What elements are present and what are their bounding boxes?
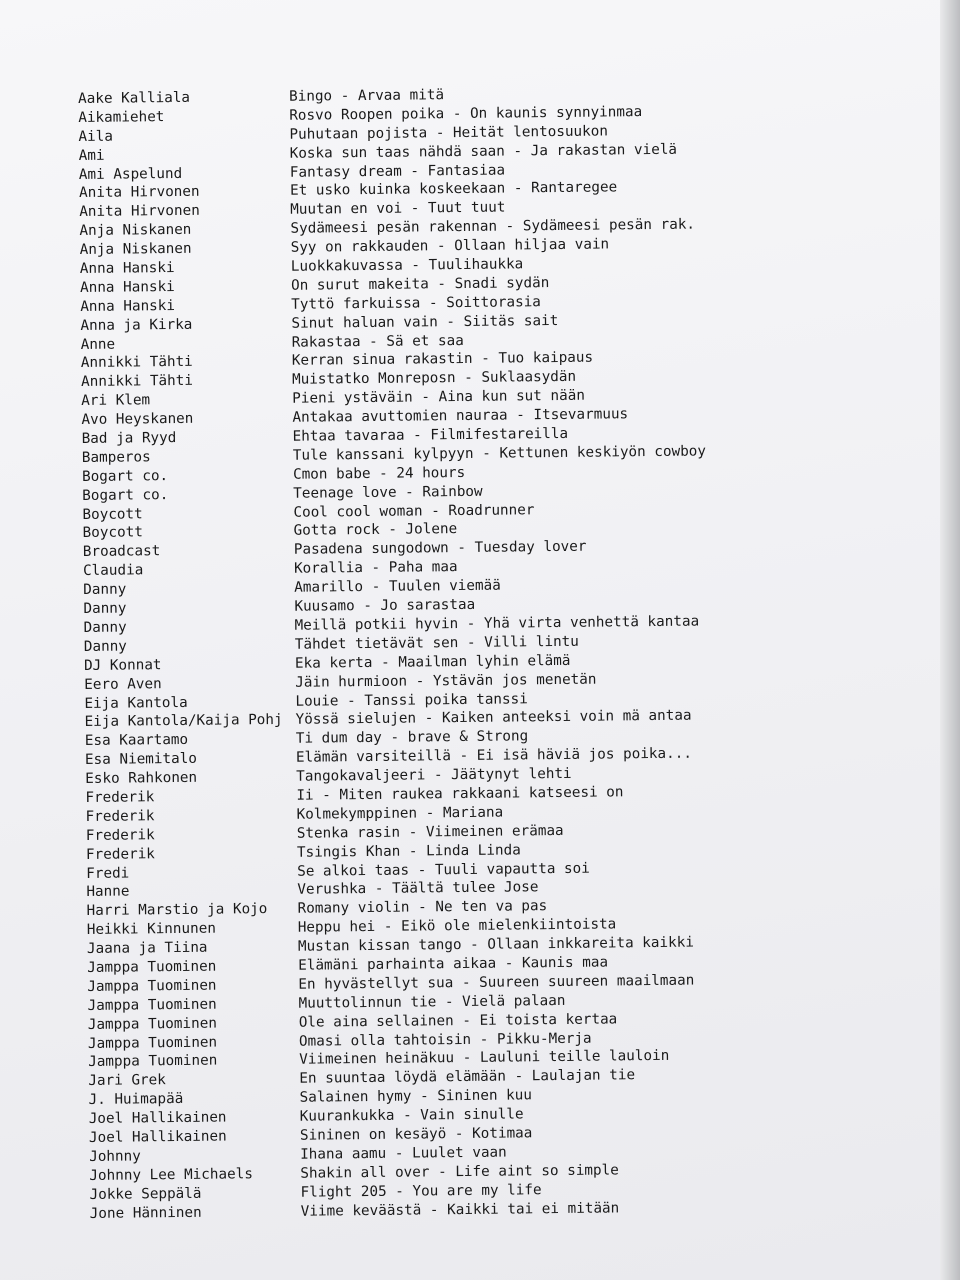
artist-name: Eija Kantola (84, 694, 188, 712)
song-titles: Ehtaa tavaraa - Filmifestareilla (292, 425, 569, 445)
song-titles: Louie - Tanssi poika tanssi (295, 690, 528, 710)
artist-name: Bogart co. (81, 467, 169, 485)
artist-name: Anja Niskanen (79, 222, 192, 240)
song-titles: Korallia - Paha maa (293, 559, 458, 578)
song-titles: Jäin hurmioon - Ystävän jos menetän (295, 671, 597, 691)
song-titles: Elämän varsiteillä - Ei isä häviä jos poika... (295, 745, 693, 766)
artist-name: Anna Hanski (80, 297, 176, 315)
artist-name: Esa Kaartamo (84, 732, 189, 750)
artist-name: Boycott (82, 524, 143, 542)
song-titles: Ihana aamu - Luulet vaan (300, 1144, 507, 1163)
artist-name: Jokke Seppälä (89, 1185, 202, 1203)
song-titles: Viimeinen heinäkuu - Lauluni teille lauloin (299, 1048, 670, 1069)
artist-name: Jone Hänninen (89, 1204, 202, 1222)
artist-name: Broadcast (82, 543, 161, 561)
artist-name: Frederik (85, 845, 155, 863)
artist-name: Boycott (82, 505, 143, 523)
artist-name: Jamppa Tuominen (87, 1034, 218, 1052)
song-titles: Kolmekymppinen - Mariana (296, 804, 504, 823)
artist-name: Joel Hallikainen (88, 1128, 227, 1146)
song-titles: Heppu hei - Eikö ole mielenkiintoista (297, 916, 617, 936)
artist-name: Johnny Lee Michaels (89, 1165, 253, 1184)
artist-name: Frederik (85, 808, 155, 825)
artist-name: Esa Niemitalo (84, 750, 198, 769)
song-titles: Cool cool woman - Roadrunner (293, 501, 535, 521)
artist-name: Danny (83, 600, 127, 618)
song-titles: On surut makeita - Snadi sydän (290, 274, 550, 294)
artist-name: Esko Rahkonen (85, 769, 198, 788)
artist-name: Anita Hirvonen (79, 203, 200, 221)
song-titles: Tule kanssani kylpyyn - Kettunen keskiyön cowboy (292, 443, 707, 464)
song-titles: Mustan kissan tango - Ollaan inkkareita kaikki (297, 934, 694, 955)
song-titles: Et usko kuinka koskeekaan - Rantaregee (289, 179, 618, 200)
song-titles: Gotta rock - Jolene (293, 521, 458, 540)
song-titles: Shakin all over - Life aint so simple (300, 1162, 619, 1182)
artist-name: Anita Hirvonen (78, 184, 200, 202)
song-titles: Muutan en voi - Tuut tuut (290, 199, 506, 219)
artist-name: DJ Konnat (83, 656, 162, 674)
song-titles: Antakaa avuttomien nauraa - Itsevarmuus (292, 406, 629, 426)
artist-name: Harri Marstio ja Kojo (86, 901, 268, 920)
artist-name: Jamppa Tuominen (87, 958, 217, 976)
artist-name: Avo Heyskanen (81, 410, 194, 429)
page-edge (940, 0, 960, 1280)
song-titles: Omasi olla tahtoisin - Pikku-Merja (298, 1030, 592, 1050)
artist-name: J. Huimapää (88, 1091, 184, 1109)
artist-name: Bad ja Ryyd (81, 430, 177, 448)
song-titles: Syy on rakkauden - Ollaan hiljaa vain (290, 236, 610, 256)
song-titles: Kuurankukka - Vain sinulle (299, 1106, 524, 1125)
song-titles: Meillä potkii hyvin - Yhä virta venhettä kantaa (294, 613, 700, 634)
song-titles: Pasadena sungodown - Tuesday lover (293, 539, 587, 559)
song-titles: Stenka rasin - Viimeinen erämaa (296, 822, 564, 842)
artist-name: Frederik (85, 789, 155, 806)
song-titles: Sinut haluan vain - Siitäs sait (291, 312, 559, 332)
song-titles: Verushka - Täältä tulee Jose (297, 879, 539, 899)
artist-name: Ami Aspelund (78, 165, 183, 183)
song-titles: Tyttö farkuissa - Soittorasia (291, 293, 541, 313)
artist-name: Bogart co. (82, 486, 169, 504)
artist-name: Anja Niskanen (79, 240, 192, 259)
song-titles: Rosvo Roopen poika - On kaunis synnyinmaa (289, 103, 643, 124)
artist-name: Ari Klem (81, 392, 151, 410)
song-titles: Cmon babe - 24 hours (292, 464, 466, 483)
song-titles: Elämäni parhainta aikaa - Kaunis maa (298, 954, 609, 974)
song-titles: Puhutaan pojista - Heität lentosuukon (289, 123, 609, 143)
artist-name: Jamppa Tuominen (87, 1015, 217, 1033)
artist-name: Aikamiehet (78, 108, 165, 126)
song-titles: Fantasy dream - Fantasiaa (289, 162, 506, 181)
song-titles: Muistatko Monreposn - Suklaasydän (291, 369, 577, 389)
artist-name: Jamppa Tuominen (87, 977, 217, 995)
song-titles: Romany violin - Ne ten va pas (297, 898, 548, 918)
artist-name: Claudia (82, 562, 144, 580)
artist-name: Annikki Tähti (80, 373, 194, 391)
artist-name: Danny (83, 581, 127, 599)
song-titles: Teenage love - Rainbow (293, 483, 483, 502)
artist-name: Bamperos (81, 449, 151, 466)
song-titles: Flight 205 - You are my life (300, 1181, 542, 1201)
artist-name: Annikki Tähti (80, 354, 193, 372)
song-titles: Pieni ystäväin - Aina kun sut nään (292, 387, 585, 408)
song-titles: Kuusamo - Jo sarastaa (294, 596, 476, 615)
song-titles: Se alkoi taas - Tuuli vapautta soi (297, 860, 590, 880)
artist-name: Eero Aven (84, 675, 162, 693)
song-titles: En hyvästellyt sua - Suureen suureen maailmaan (298, 972, 695, 993)
song-titles: Tähdet tietävät sen - Villi lintu (294, 633, 579, 653)
song-titles: Kerran sinua rakastin - Tuo kaipaus (291, 350, 594, 370)
song-titles: Bingo - Arvaa mitä (288, 87, 445, 105)
song-titles: Tangokavaljeeri - Jäätynyt lehti (296, 765, 572, 785)
song-titles: Salainen hymy - Sininen kuu (299, 1087, 533, 1106)
artist-name: Anna ja Kirka (80, 316, 193, 334)
artist-name: Heikki Kinnunen (86, 920, 216, 939)
artist-name: Anna Hanski (79, 260, 175, 278)
artist-name: Anne (80, 336, 116, 353)
song-titles: Ii - Miten raukea rakkaani katseesi on (296, 784, 624, 804)
song-titles: Rakastaa - Sä et saa (291, 332, 464, 351)
song-titles: Ole aina sellainen - Ei toista kertaa (298, 1011, 618, 1031)
song-titles: Sininen on kesäyö - Kotimaa (299, 1125, 533, 1144)
artist-name: Frederik (85, 826, 155, 844)
song-titles: Eka kerta - Maailman lyhin elämä (294, 652, 571, 672)
artist-name: Eija Kantola/Kaija Pohj (84, 712, 283, 731)
artist-name: Joel Hallikainen (88, 1109, 227, 1128)
artist-name: Danny (83, 619, 127, 636)
song-titles: Viime keväästä - Kaikki tai ei mitään (300, 1199, 620, 1220)
song-titles: Muuttolinnun tie - Vielä palaan (298, 992, 566, 1012)
song-titles: Tsingis Khan - Linda Linda (296, 842, 521, 861)
song-titles: Luokkakuvassa - Tuulihaukka (290, 256, 524, 275)
song-titles: Sydämeesi pesän rakennan - Sydämeesi pesän rak. (290, 216, 696, 238)
artist-name: Hanne (86, 883, 130, 901)
song-titles: Koska sun taas nähdä saan - Ja rakastan vielä (289, 141, 678, 162)
artist-name: Aila (78, 128, 114, 145)
song-titles: Amarillo - Tuulen viemää (294, 577, 501, 596)
song-titles: Yössä sielujen - Kaiken anteeksi voin mä antaa (295, 708, 692, 729)
artist-name: Aake Kalliala (78, 89, 191, 107)
artist-name: Jamppa Tuominen (88, 1053, 218, 1071)
artist-name: Fredi (86, 865, 130, 882)
song-titles: Ti dum day - brave & Strong (295, 728, 529, 748)
artist-name: Anna Hanski (79, 278, 175, 296)
record-list (78, 83, 750, 1223)
artist-name: Danny (83, 638, 127, 655)
artist-name: Ami (78, 147, 105, 164)
artist-name: Jamppa Tuominen (87, 996, 217, 1014)
song-titles: En suuntaa löydä elämään - Laulajan tie (299, 1067, 636, 1088)
artist-name: Jaana ja Tiina (86, 939, 208, 958)
artist-name: Jari Grek (88, 1072, 166, 1090)
artist-name: Johnny (89, 1148, 141, 1165)
